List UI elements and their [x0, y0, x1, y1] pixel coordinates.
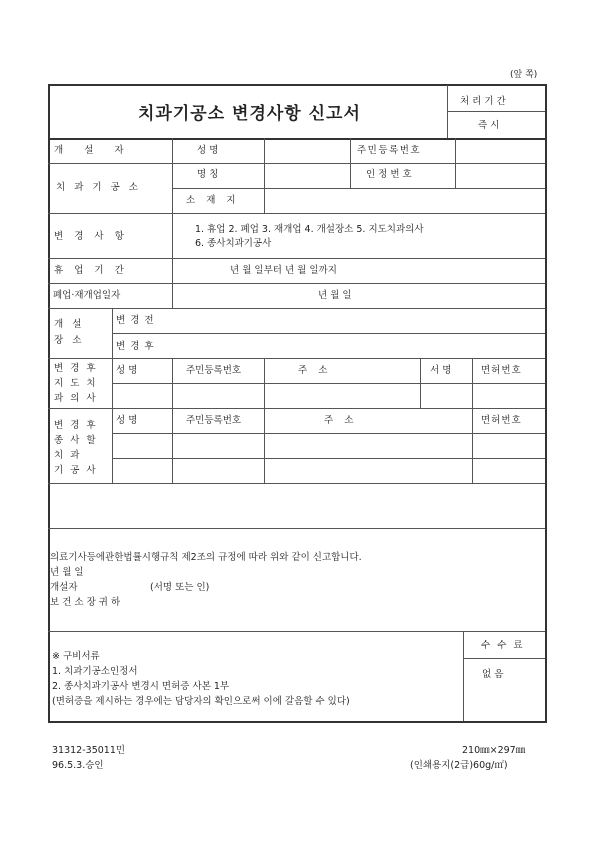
- technician-label-3: 치 과: [54, 450, 82, 461]
- documents-item-2: 2. 종사치과기공사 변경시 면허증 사본 1부: [52, 681, 230, 692]
- founder-name-label: 성 명: [197, 145, 219, 156]
- declaration-sign-hint: (서명 또는 인): [150, 582, 210, 593]
- row-line-8: [48, 358, 545, 359]
- documents-note: (면허증을 제시하는 경우에는 담당자의 확인으로써 이에 갈음할 수 있다): [52, 696, 350, 707]
- row-line-11: [112, 433, 545, 434]
- row-line-5: [48, 283, 545, 284]
- row-line-4: [48, 258, 545, 259]
- approval-no-label: 인정번호: [366, 169, 415, 180]
- fee-value: 없 음: [482, 669, 504, 680]
- row-line-12: [112, 458, 545, 459]
- table-col-resident: [264, 358, 265, 483]
- row-line-15: [48, 631, 545, 632]
- location-label-2: 장 소: [54, 335, 85, 346]
- dentist-col-name: 성 명: [116, 365, 138, 376]
- dentist-col-sign: 서 명: [430, 365, 452, 376]
- dentist-col-address: 주 소: [298, 365, 332, 376]
- footer-approved: 96.5.3.승인: [52, 760, 104, 771]
- row-line-7: [112, 333, 545, 334]
- footer-size: 210㎜×297㎜: [462, 745, 526, 756]
- technician-label-2: 종 사 할: [54, 435, 98, 446]
- lab-label: 치 과 기 공 소: [56, 182, 141, 193]
- page-title: 치과기공소 변경사항 신고서: [138, 104, 361, 124]
- reopen-date-value: 년 월 일: [318, 290, 352, 301]
- processing-mid-line: [447, 111, 545, 112]
- declaration-founder: 개설자: [50, 582, 78, 593]
- closure-period-label: 휴 업 기 간: [54, 265, 128, 276]
- footer-code: 31312-35011민: [52, 745, 126, 756]
- table-col-address: [420, 358, 421, 408]
- resident-no-label: 주민등록번호: [357, 145, 422, 156]
- fee-mid-line: [463, 658, 545, 659]
- row-line-9: [112, 383, 545, 384]
- row-line-10: [48, 408, 545, 409]
- fee-label: 수 수 료: [481, 640, 525, 651]
- row-line-13: [48, 483, 545, 484]
- frame-right: [545, 84, 547, 722]
- location-before-label: 변 경 전: [116, 315, 155, 326]
- technician-col-name: 성 명: [116, 415, 138, 426]
- dentist-col-license: 면허번호: [481, 365, 522, 376]
- table-col-name: [172, 358, 173, 483]
- location-label-1: 개 설: [54, 319, 85, 330]
- value-col-line-c: [455, 138, 456, 188]
- reopen-date-label: 폐업·재개업일자: [53, 290, 121, 301]
- processing-value: 즉 시: [478, 120, 500, 131]
- value-col-line-a: [264, 138, 265, 213]
- technician-col-license: 면허번호: [481, 415, 522, 426]
- technician-label-4: 기 공 사: [54, 465, 98, 476]
- declaration-text: 의료기사등에관한법률시행규칙 제2조의 규정에 따라 위와 같이 신고합니다.: [50, 552, 362, 563]
- fee-col-line: [463, 631, 464, 721]
- declaration-recipient: 보 건 소 장 귀 하: [50, 597, 121, 608]
- footer-paper: (인쇄용지(2급)60g/㎡): [410, 760, 508, 771]
- table-col-sign: [472, 358, 473, 483]
- title-bottom-line: [48, 138, 547, 140]
- label-col-line-lower: [112, 308, 113, 483]
- location-after-label: 변 경 후: [116, 341, 155, 352]
- lab-name-label: 명 칭: [197, 169, 219, 180]
- change-items-label: 변 경 사 항: [54, 231, 128, 242]
- row-line-3: [48, 213, 545, 214]
- technician-col-address: 주 소: [324, 415, 358, 426]
- row-line-6: [48, 308, 545, 309]
- technician-col-resident: 주민등록번호: [186, 415, 242, 426]
- frame-left: [48, 84, 50, 722]
- frame-bottom: [48, 721, 547, 723]
- documents-heading: ※ 구비서류: [52, 651, 100, 662]
- row-line-1: [48, 163, 545, 164]
- closure-period-value: 년 월 일부터 년 월 일까지: [230, 265, 337, 276]
- technician-label-1: 변 경 후: [54, 420, 98, 431]
- declaration-date: 년 월 일: [50, 567, 84, 578]
- value-col-line-b: [350, 138, 351, 188]
- change-options-line1: 1. 휴업 2. 폐업 3. 재개업 4. 개설장소 5. 지도치과의사: [195, 224, 424, 235]
- page-side-note: (앞 쪽): [510, 70, 538, 80]
- frame-top: [48, 84, 547, 86]
- dentist-col-resident: 주민등록번호: [186, 365, 242, 376]
- change-options-line2: 6. 종사치과기공사: [195, 238, 272, 249]
- documents-item-1: 1. 치과기공소인정서: [52, 666, 138, 677]
- dentist-label-1: 변 경 후: [54, 363, 98, 374]
- label-col-line-upper: [172, 138, 173, 308]
- row-line-14: [48, 528, 545, 529]
- dentist-label-2: 지 도 치: [54, 378, 98, 389]
- dentist-label-3: 과 의 사: [54, 393, 98, 404]
- founder-label: 개 설 자: [54, 145, 133, 156]
- row-line-2: [172, 188, 545, 189]
- processing-label: 처리기간: [460, 96, 509, 107]
- lab-address-label: 소 재 지: [186, 195, 240, 206]
